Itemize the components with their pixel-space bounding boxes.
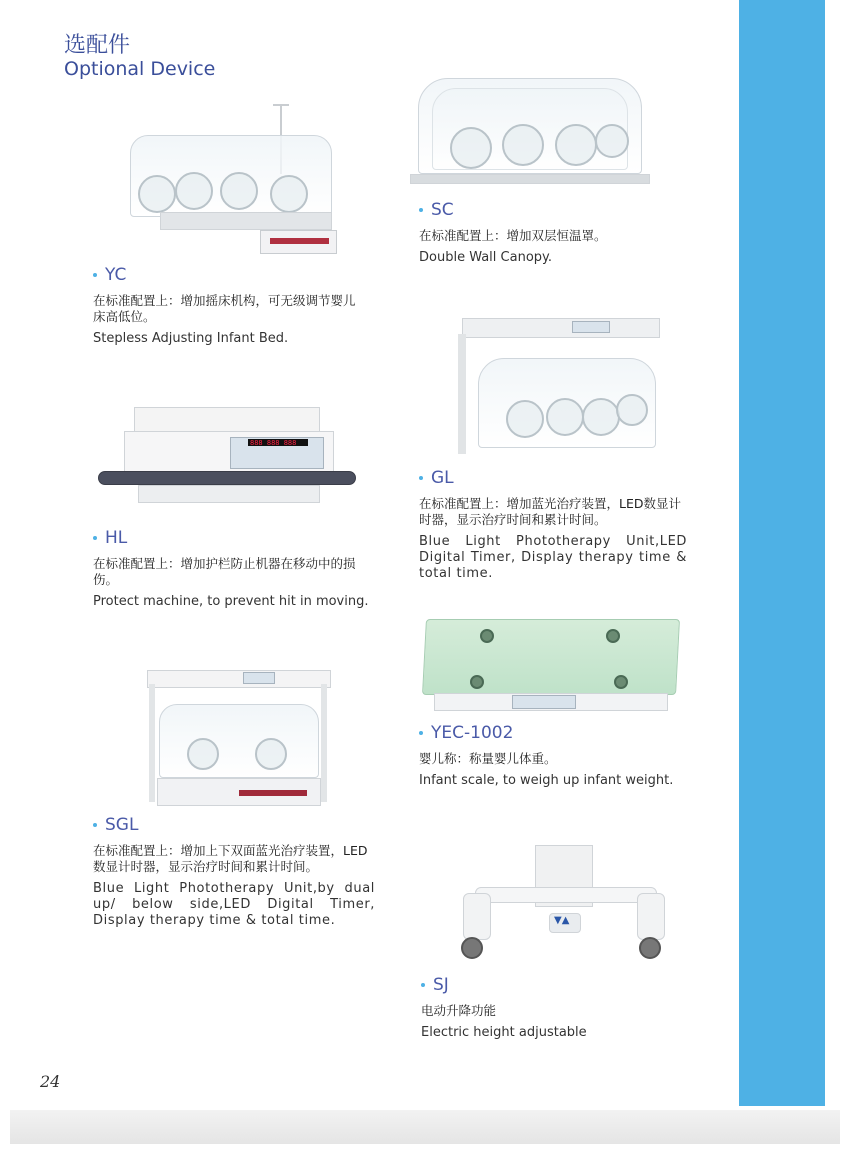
option-code: YC [105, 265, 127, 285]
photo-yec [420, 615, 682, 715]
option-code: SC [431, 200, 454, 220]
option-code: SJ [433, 975, 449, 995]
option-hl [93, 528, 393, 610]
option-desc-en: Protect machine, to prevent hit in moving. [93, 594, 369, 609]
bullet-icon [421, 983, 425, 987]
bullet-icon [93, 273, 97, 277]
option-desc-zh: 在标准配置上：增加上下双面蓝光治疗装置，LED数显计时器，显示治疗时间和累计时间。 [93, 843, 368, 874]
photo-sgl [143, 666, 333, 806]
bullet-icon [419, 476, 423, 480]
option-yec-1002 [419, 723, 719, 789]
option-sc [419, 200, 719, 266]
option-yc [93, 265, 383, 347]
page-title-en: Optional Device [64, 58, 216, 80]
option-desc-en: Electric height adjustable [421, 1025, 587, 1040]
option-desc-zh: 在标准配置上：增加摇床机构，可无级调节婴儿床高低位。 [93, 293, 356, 324]
option-desc-zh: 在标准配置上：增加双层恒温罩。 [419, 228, 607, 243]
option-desc-zh: 电动升降功能 [421, 1003, 497, 1018]
option-code: GL [431, 468, 454, 488]
option-desc-en: Double Wall Canopy. [419, 250, 553, 265]
option-desc-zh: 在标准配置上：增加护栏防止机器在移动中的损伤。 [93, 556, 356, 587]
option-code: SGL [105, 815, 139, 835]
bottom-scan-band [10, 1110, 840, 1144]
option-desc-zh: 婴儿称：称量婴儿体重。 [419, 751, 557, 766]
option-sj [421, 975, 681, 1041]
bullet-icon [419, 731, 423, 735]
option-code: YEC-1002 [431, 723, 514, 743]
bullet-icon [419, 208, 423, 212]
photo-gl [452, 312, 664, 457]
option-desc-en: Infant scale, to weigh up infant weight. [419, 773, 674, 788]
option-sgl [93, 815, 375, 929]
photo-sc [410, 72, 655, 192]
option-desc-zh: 在标准配置上：增加蓝光治疗装置，LED数显计时器，显示治疗时间和累计时间。 [419, 496, 681, 527]
option-gl [419, 468, 687, 582]
option-desc-en: Blue Light Phototherapy Unit,LED Digital Timer, Display therapy time & total time. [419, 534, 687, 581]
photo-sj: ▼▲ [455, 843, 670, 968]
option-code: HL [105, 528, 128, 548]
side-color-stripe [739, 0, 825, 1106]
page-number-handwritten: 24 [40, 1072, 61, 1091]
bullet-icon [93, 823, 97, 827]
photo-yc [120, 100, 360, 255]
option-desc-en: Stepless Adjusting Infant Bed. [93, 331, 289, 346]
bullet-icon [93, 536, 97, 540]
page-title-zh: 选配件 [64, 33, 131, 58]
photo-hl: 888 888 888 [98, 405, 356, 505]
option-desc-en: Blue Light Phototherapy Unit,by dual up/ below side,LED Digital Timer, Display therapy time & total time. [93, 881, 375, 928]
